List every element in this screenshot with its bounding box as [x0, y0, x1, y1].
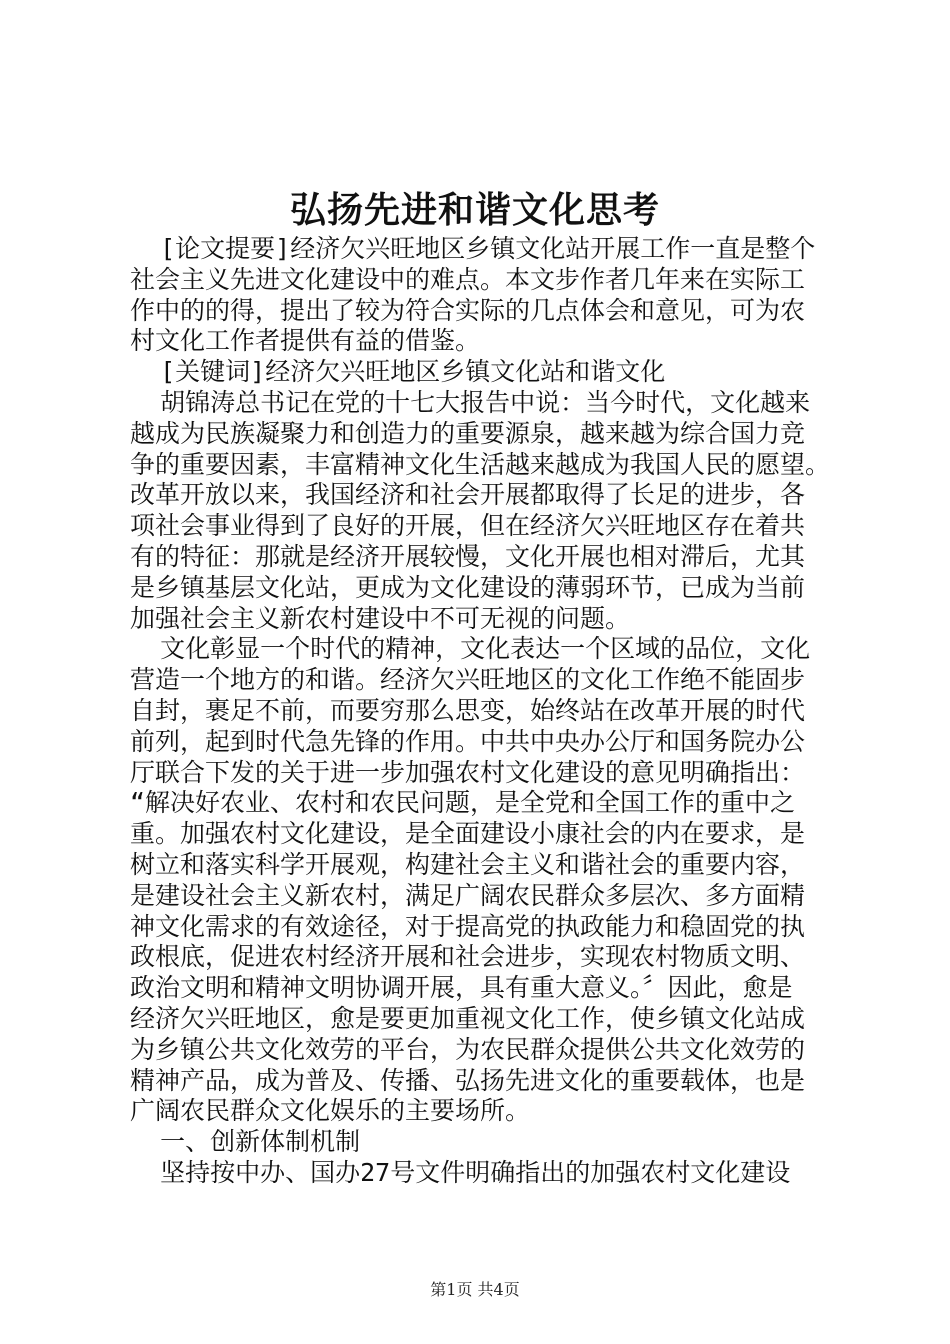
text-line: 村文化工作者提供有益的借鉴。 [130, 326, 481, 356]
text-line: 厅联合下发的关于进一步加强农村文化建设的意见明确指出： [130, 757, 806, 787]
text-line: 重。加强农村文化建设，是全面建设小康社会的内在要求，是 [130, 819, 806, 849]
text-line: 改革开放以来，我国经济和社会开展都取得了长足的进步，各 [130, 480, 806, 510]
document-body [130, 234, 830, 1189]
text-line: 作中的的得，提出了较为符合实际的几点体会和意见，可为农 [130, 295, 806, 325]
text-line: 胡锦涛总书记在党的十七大报告中说：当今时代，文化越来 [130, 387, 811, 417]
text-line: 精神产品，成为普及、传播、弘扬先进文化的重要载体，也是 [130, 1065, 806, 1095]
text-line: 越成为民族凝聚力和创造力的重要源泉，越来越为综合国力竞 [130, 418, 806, 448]
section-heading: 一、创新体制机制 [130, 1127, 361, 1157]
text-line: 营造一个地方的和谐。经济欠兴旺地区的文化工作绝不能固步 [130, 665, 806, 695]
text-line: 前列，起到时代急先锋的作用。中共中央办公厅和国务院办公 [130, 726, 806, 756]
text-line: [关键词]经济欠兴旺地区乡镇文化站和谐文化 [130, 357, 666, 387]
document-title: 弘扬先进和谐文化思考 [289, 189, 660, 231]
text-line: [论文提要]经济欠兴旺地区乡镇文化站开展工作一直是整个 [130, 234, 816, 263]
text-line: 是乡镇基层文化站，更成为文化建设的薄弱环节，已成为当前 [130, 572, 806, 602]
text-line: 是建设社会主义新农村，满足广阔农民群众多层次、多方面精 [130, 880, 806, 910]
text-line: 文化彰显一个时代的精神，文化表达一个区域的品位，文化 [130, 634, 811, 664]
text-line: 树立和落实科学开展观，构建社会主义和谐社会的重要内容， [130, 849, 806, 879]
text-line: 有的特征：那就是经济开展较慢，文化开展也相对滞后，尤其 [130, 541, 806, 571]
text-line: 经济欠兴旺地区，愈是要更加重视文化工作，使乡镇文化站成 [130, 1003, 806, 1033]
text-line: 广阔农民群众文化娱乐的主要场所。 [130, 1096, 531, 1126]
text-line: “解决好农业、农村和农民问题，是全党和全国工作的重中之 [130, 788, 796, 818]
text-line: 加强社会主义新农村建设中不可无视的问题。 [130, 603, 631, 633]
text-line: 社会主义先进文化建设中的难点。本文步作者几年来在实际工 [130, 264, 806, 294]
text-line: 争的重要因素，丰富精神文化生活越来越成为我国人民的愿望。 [130, 449, 831, 479]
text-line: 坚持按中办、国办27号文件明确指出的加强农村文化建设 [130, 1157, 791, 1187]
text-line: 神文化需求的有效途径，对于提高党的执政能力和稳固党的执 [130, 911, 806, 941]
text-line: 政治文明和精神文明协调开展，具有重大意义。〞因此，愈是 [130, 973, 793, 1003]
text-line: 项社会事业得到了良好的开展，但在经济欠兴旺地区存在着共 [130, 511, 806, 541]
text-line: 政根底，促进农村经济开展和社会进步，实现农村物质文明、 [130, 942, 806, 972]
page-footer: 第1页 共4页 [430, 1280, 520, 1299]
text-line: 为乡镇公共文化效劳的平台，为农民群众提供公共文化效劳的 [130, 1034, 806, 1064]
text-line: 自封，裹足不前，而要穷那么思变，始终站在改革开展的时代 [130, 695, 806, 725]
